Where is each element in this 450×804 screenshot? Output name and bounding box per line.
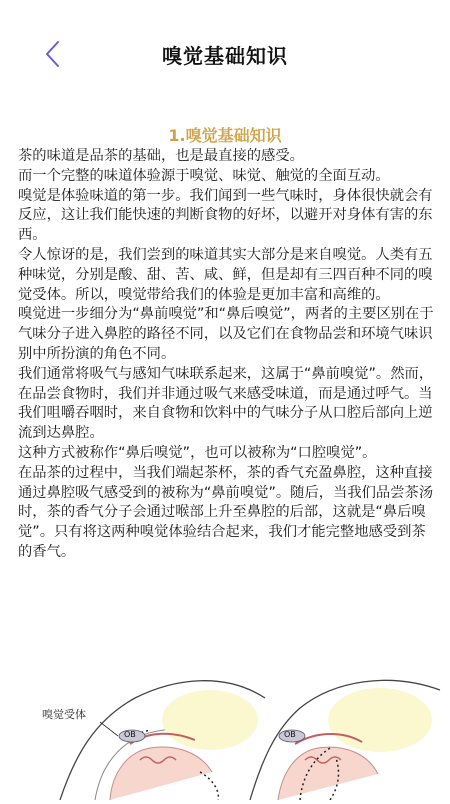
page-title: 嗅觉基础知识 bbox=[162, 44, 288, 68]
paragraph: 这种方式被称作“鼻后嗅觉”，也可以被称为“口腔嗅觉”。 bbox=[18, 444, 377, 461]
article-body bbox=[18, 147, 434, 563]
receptor-label: 嗅觉受体 bbox=[42, 708, 86, 721]
ob-tag-right: OB bbox=[284, 730, 296, 739]
paragraph: 令人惊讶的是，我们尝到的味道其实大部分是来自嗅觉。人类有五种味觉，分别是酸、甜、苦、咸、鲜，但是却有三四百种不同的嗅觉受体。所以，嗅觉带给我们的体验是更加丰富和高维的。 bbox=[18, 246, 433, 303]
left-head-outline bbox=[60, 681, 265, 800]
head-section-diagram bbox=[0, 660, 450, 800]
paragraph: 嗅觉进一步细分为“鼻前嗅觉”和“鼻后嗅觉”，两者的主要区别在于气味分子进入鼻腔的路径不同，以及它们在食物品尝和环境气味识别中所扮演的角色不同。 bbox=[18, 306, 434, 362]
paragraph: 我们通常将吸气与感知气味联系起来，这属于“鼻前嗅觉”。然而，在品尝食物时，我们并非通过吸气来感受味道，而是通过呼气。当我们咀嚼吞咽时，来自食物和饮料中的气味分子从口腔后部向上逆流到达鼻腔。 bbox=[18, 365, 434, 442]
paragraph: 而一个完整的味道体验源于嗅觉、味觉、触觉的全面互动。 bbox=[18, 167, 390, 184]
ob-tag-left: OB bbox=[124, 730, 136, 739]
top-bar bbox=[0, 0, 450, 110]
olfaction-illustration bbox=[0, 660, 450, 800]
paragraph: 在品茶的过程中，当我们端起茶杯，茶的香气充盈鼻腔，这种直接通过鼻腔吸气感受到的被称为“鼻前嗅觉”。随后，当我们品尝茶汤时，茶的香气分子会通过喉部上升至鼻腔的后部，这就是“鼻后嗅觉”。只有将这两种嗅觉体验结合起来，我们才能完整地感受到茶的香气。 bbox=[18, 464, 434, 560]
right-head-outline bbox=[250, 680, 440, 800]
paragraph: 嗅觉是体验味道的第一步。我们闻到一些气味时，身体很快就会有反应，这让我们能快速的判断食物的好坏，以避开对身体有害的东西。 bbox=[18, 187, 433, 244]
section-title: 1.嗅觉基础知识 bbox=[168, 126, 282, 145]
paragraph: 茶的味道是品茶的基础，也是最直接的感受。 bbox=[18, 148, 304, 164]
